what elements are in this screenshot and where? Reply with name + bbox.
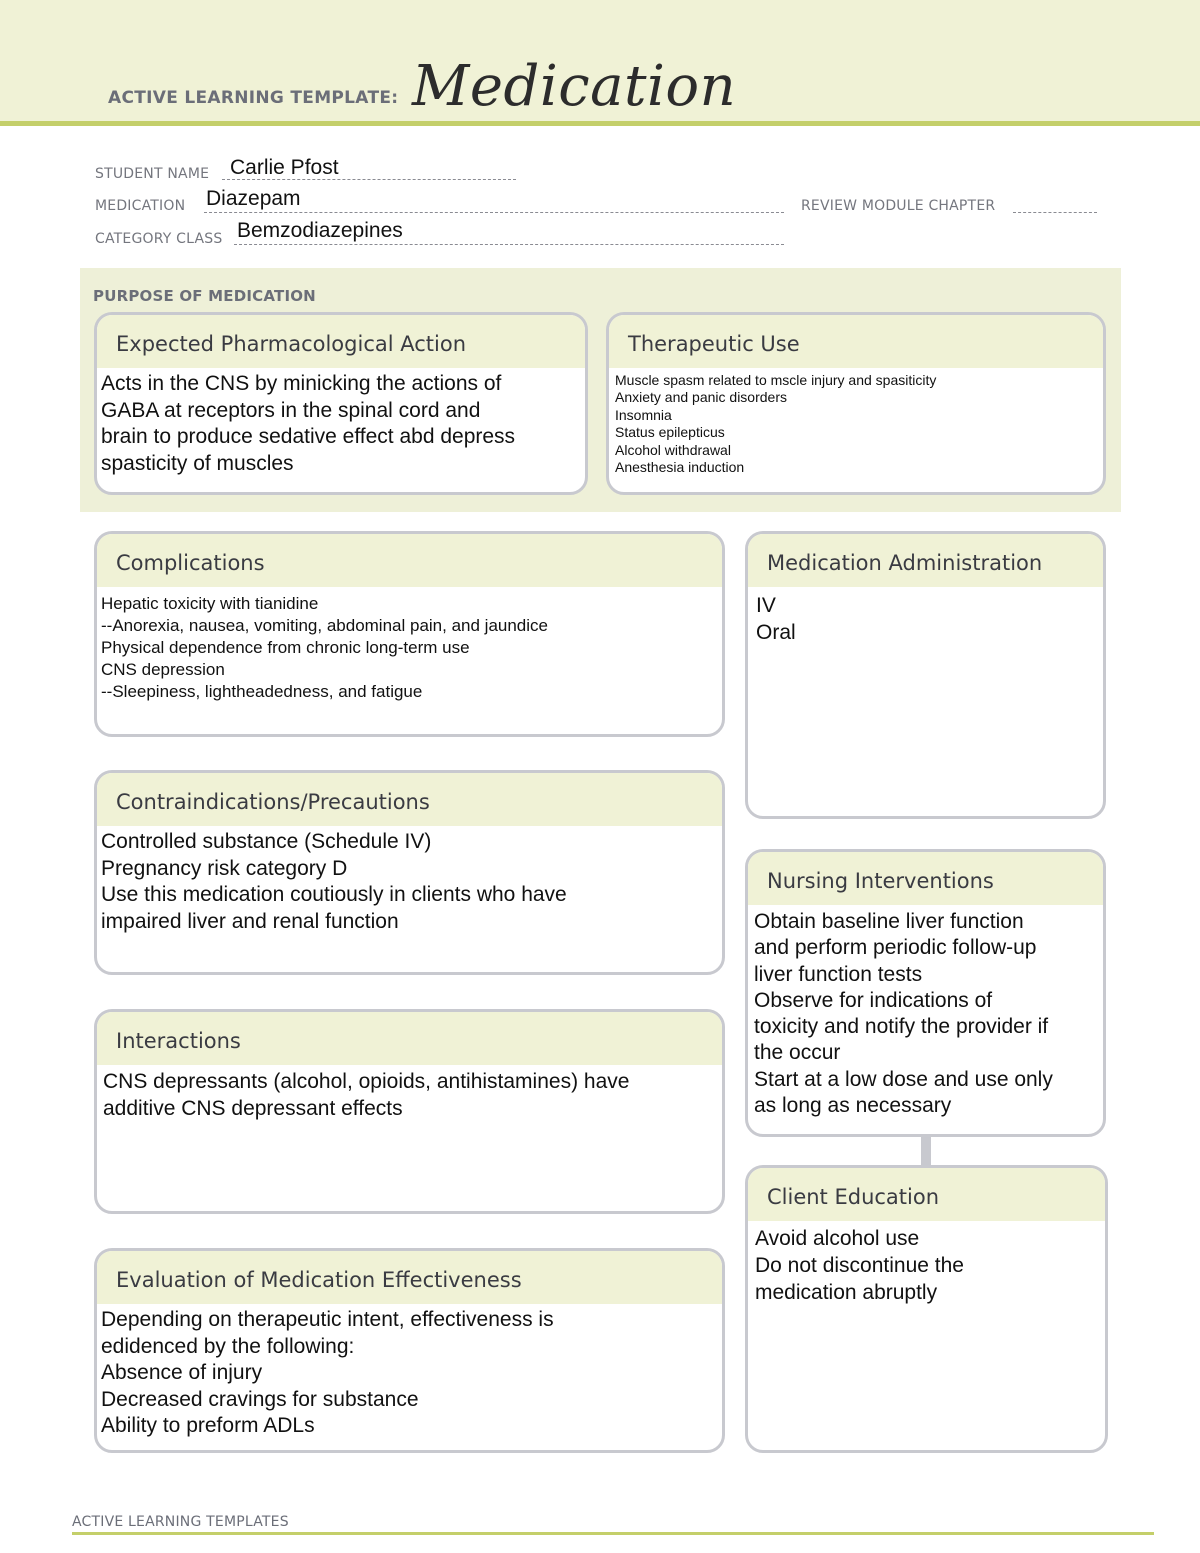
complications-line: --Sleepiness, lightheadedness, and fatigue <box>101 682 423 701</box>
interactions-title: Interactions <box>97 1012 722 1065</box>
category-class-label: CATEGORY CLASS <box>95 231 223 247</box>
therapeutic-use-line: Status epilepticus <box>615 424 725 441</box>
student-name-field[interactable]: Carlie Pfost <box>230 156 339 179</box>
section-connector <box>921 1134 931 1167</box>
nursing-interventions-line: the occur <box>754 1041 841 1065</box>
nursing-interventions-line: Observe for indications of <box>754 988 993 1012</box>
expected-action-box <box>94 312 588 495</box>
review-module-underline <box>1013 212 1097 213</box>
expected-action-line: GABA at receptors in the spinal cord and <box>101 398 481 422</box>
administration-line: IV <box>756 594 776 617</box>
footer-label: ACTIVE LEARNING TEMPLATES <box>72 1514 289 1530</box>
contraindications-title: Contraindications/Precautions <box>97 773 722 826</box>
medication-field[interactable]: Diazepam <box>206 187 301 210</box>
nursing-interventions-line: as long as necessary <box>754 1094 952 1118</box>
page-title: Medication <box>412 54 737 119</box>
complications-line: Physical dependence from chronic long-term use <box>101 638 470 657</box>
administration-line: Oral <box>756 620 796 644</box>
evaluation-title: Evaluation of Medication Effectiveness <box>97 1251 722 1304</box>
contraindications-line: Use this medication coutiously in clients who have <box>101 883 567 906</box>
therapeutic-use-line: Anxiety and panic disorders <box>615 389 787 406</box>
nursing-interventions-line: Obtain baseline liver function <box>754 910 1024 933</box>
therapeutic-use-line: Muscle spasm related to mscle injury and spasiticity <box>615 372 937 388</box>
expected-action-line: brain to produce sedative effect abd depress <box>101 425 516 448</box>
client-education-line: Avoid alcohol use <box>755 1227 920 1250</box>
evaluation-box <box>94 1248 725 1453</box>
medication-label: MEDICATION <box>95 198 186 214</box>
contraindications-box <box>94 770 725 975</box>
contraindications-line: Pregnancy risk category D <box>101 856 348 880</box>
therapeutic-use-line: Alcohol withdrawal <box>615 441 731 458</box>
client-education-box <box>745 1165 1108 1453</box>
therapeutic-use-line: Insomnia <box>615 406 672 423</box>
client-education-line: Do not discontinue the <box>755 1254 964 1277</box>
contraindications-line: impaired liver and renal function <box>101 909 399 933</box>
nursing-interventions-title: Nursing Interventions <box>748 852 1103 905</box>
evaluation-line: Absence of injury <box>101 1361 263 1384</box>
interactions-line: CNS depressants (alcohol, opioids, antihistamines) have <box>103 1070 630 1093</box>
interactions-box <box>94 1009 725 1214</box>
complications-box <box>94 531 725 737</box>
complications-line: --Anorexia, nausea, vomiting, abdominal pain, and jaundice <box>101 616 548 635</box>
nursing-interventions-line: and perform periodic follow-up <box>754 936 1037 960</box>
nursing-interventions-box <box>745 849 1106 1137</box>
expected-action-line: spasticity of muscles <box>101 451 294 475</box>
evaluation-line: Decreased cravings for substance <box>101 1387 419 1411</box>
review-module-label: REVIEW MODULE CHAPTER <box>801 198 996 214</box>
evaluation-line: Depending on therapeutic intent, effectiveness is <box>101 1308 554 1331</box>
complications-title: Complications <box>97 534 722 587</box>
evaluation-line: Ability to preform ADLs <box>101 1414 315 1437</box>
complications-line: CNS depression <box>101 660 225 679</box>
therapeutic-use-box <box>606 312 1106 495</box>
expected-action-line: Acts in the CNS by minicking the actions of <box>101 372 502 395</box>
client-education-title: Client Education <box>748 1168 1105 1221</box>
category-class-field[interactable]: Bemzodiazepines <box>237 219 403 242</box>
template-label: ACTIVE LEARNING TEMPLATE: <box>108 88 399 108</box>
expected-action-title: Expected Pharmacological Action <box>97 315 585 368</box>
contraindications-line: Controlled substance (Schedule IV) <box>101 830 432 853</box>
nursing-interventions-line: toxicity and notify the provider if <box>754 1015 1049 1039</box>
administration-box <box>745 531 1106 819</box>
purpose-label: PURPOSE OF MEDICATION <box>93 287 316 305</box>
administration-title: Medication Administration <box>748 534 1103 587</box>
complications-line: Hepatic toxicity with tianidine <box>101 594 319 613</box>
therapeutic-use-line: Anesthesia induction <box>615 459 745 476</box>
nursing-interventions-line: Start at a low dose and use only <box>754 1067 1053 1091</box>
interactions-line: additive CNS depressant effects <box>103 1096 403 1120</box>
category-class-underline <box>234 244 784 245</box>
header-divider <box>0 121 1200 126</box>
client-education-line: medication abruptly <box>755 1281 938 1304</box>
student-name-label: STUDENT NAME <box>95 166 210 182</box>
medication-underline <box>204 212 784 213</box>
nursing-interventions-line: liver function tests <box>754 962 923 986</box>
therapeutic-use-title: Therapeutic Use <box>609 315 1103 368</box>
footer-divider <box>72 1532 1154 1535</box>
evaluation-line: edidenced by the following: <box>101 1334 355 1358</box>
